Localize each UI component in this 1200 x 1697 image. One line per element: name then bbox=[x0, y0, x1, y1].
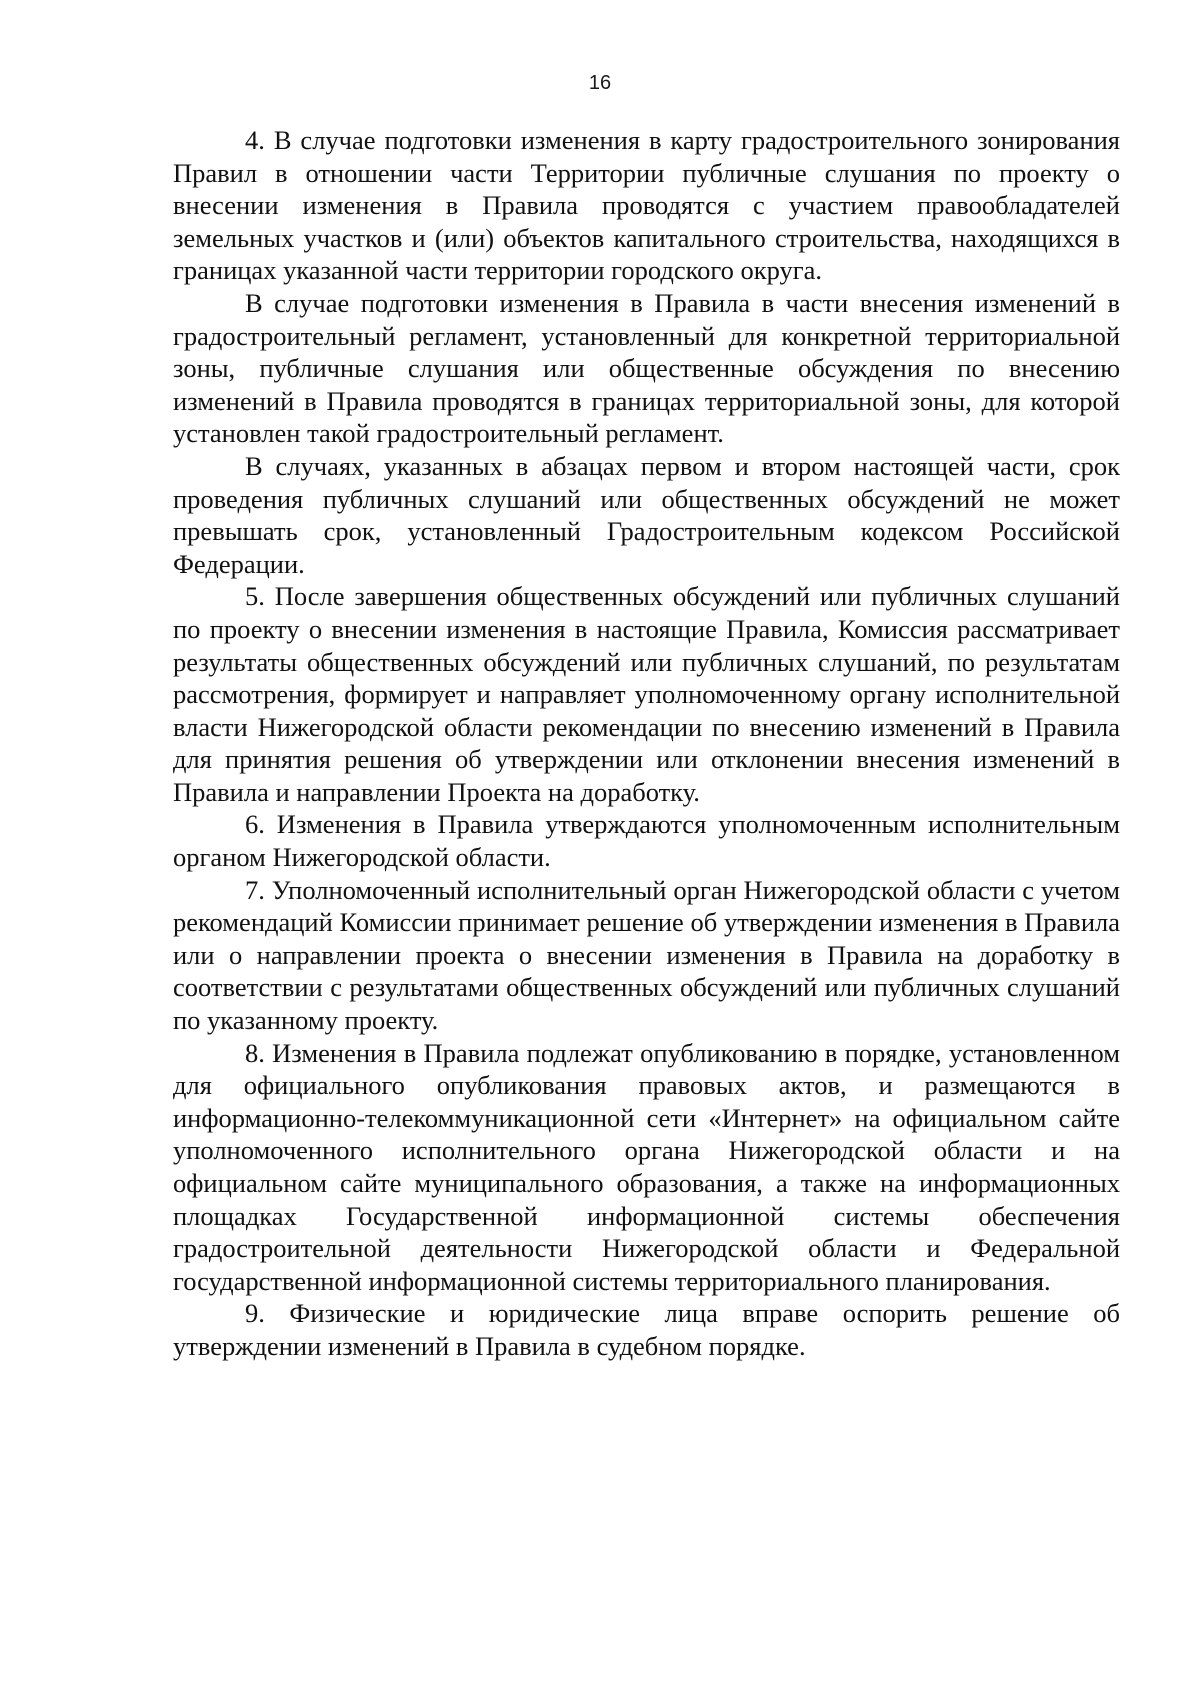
paragraph-4-third: В случаях, указанных в абзацах первом и втором настоящей части, срок проведения публичных слушаний или общественных обсуждений не может превышать срок, установленный Градостроительным кодексом Российской Федерации. bbox=[173, 450, 1120, 579]
paragraph-4: 4. В случае подготовки изменения в карту градостроительного зонирования Правил в отношении части Территории публичные слушания по проекту о внесении изменения в Правила проводятся с участием правообладателей земельных участков и (или) объектов капитального строительства, находящихся в границах указанной части территории городского округа. bbox=[173, 125, 1120, 286]
document-body bbox=[173, 124, 1120, 1363]
paragraph-6: 6. Изменения в Правила утверждаются уполномоченным исполнительным органом Нижегородской области. bbox=[173, 809, 1120, 873]
paragraph-7: 7. Уполномоченный исполнительный орган Нижегородской области с учетом рекомендаций Комиссии принимает решение об утверждении изменения в Правила или о направлении проекта о внесении изменения в Правила на доработку в соответствии с результатами общественных обсуждений или публичных слушаний по указанному проекту. bbox=[173, 874, 1120, 1036]
paragraph-4-second: В случае подготовки изменения в Правила в части внесения изменений в градостроительный регламент, установленный для конкретной территориальной зоны, публичные слушания или общественные обсуждения по внесению изменений в Правила проводятся в границах территориальной зоны, для которой установлен такой градостроительный регламент. bbox=[173, 287, 1120, 449]
paragraph-8: 8. Изменения в Правила подлежат опубликованию в порядке, установленном для официального опубликования правовых актов, и размещаются в информационно-телекоммуникационной сети «Интернет» на официальном сайте уполномоченного исполнительного органа Нижегородской области и на официальном сайте муниципального образования, а также на информационных площадках Государственной информационной системы обеспечения градостроительной деятельности Нижегородской области и Федеральной государственной информационной системы территориального планирования. bbox=[173, 1037, 1120, 1296]
page-number: 16 bbox=[588, 72, 612, 94]
paragraph-5: 5. После завершения общественных обсуждений или публичных слушаний по проекту о внесении изменения в настоящие Правила, Комиссия рассматривает результаты общественных обсуждений или публичных слушаний, по результатам рассмотрения, формирует и направляет уполномоченному органу исполнительной власти Нижегородской области рекомендации по внесению изменений в Правила для принятия решения об утверждении или отклонении внесения изменений в Правила и направлении Проекта на доработку. bbox=[173, 581, 1120, 807]
paragraph-9: 9. Физические и юридические лица вправе оспорить решение об утверждении изменений в Правила в судебном порядке. bbox=[173, 1298, 1120, 1361]
